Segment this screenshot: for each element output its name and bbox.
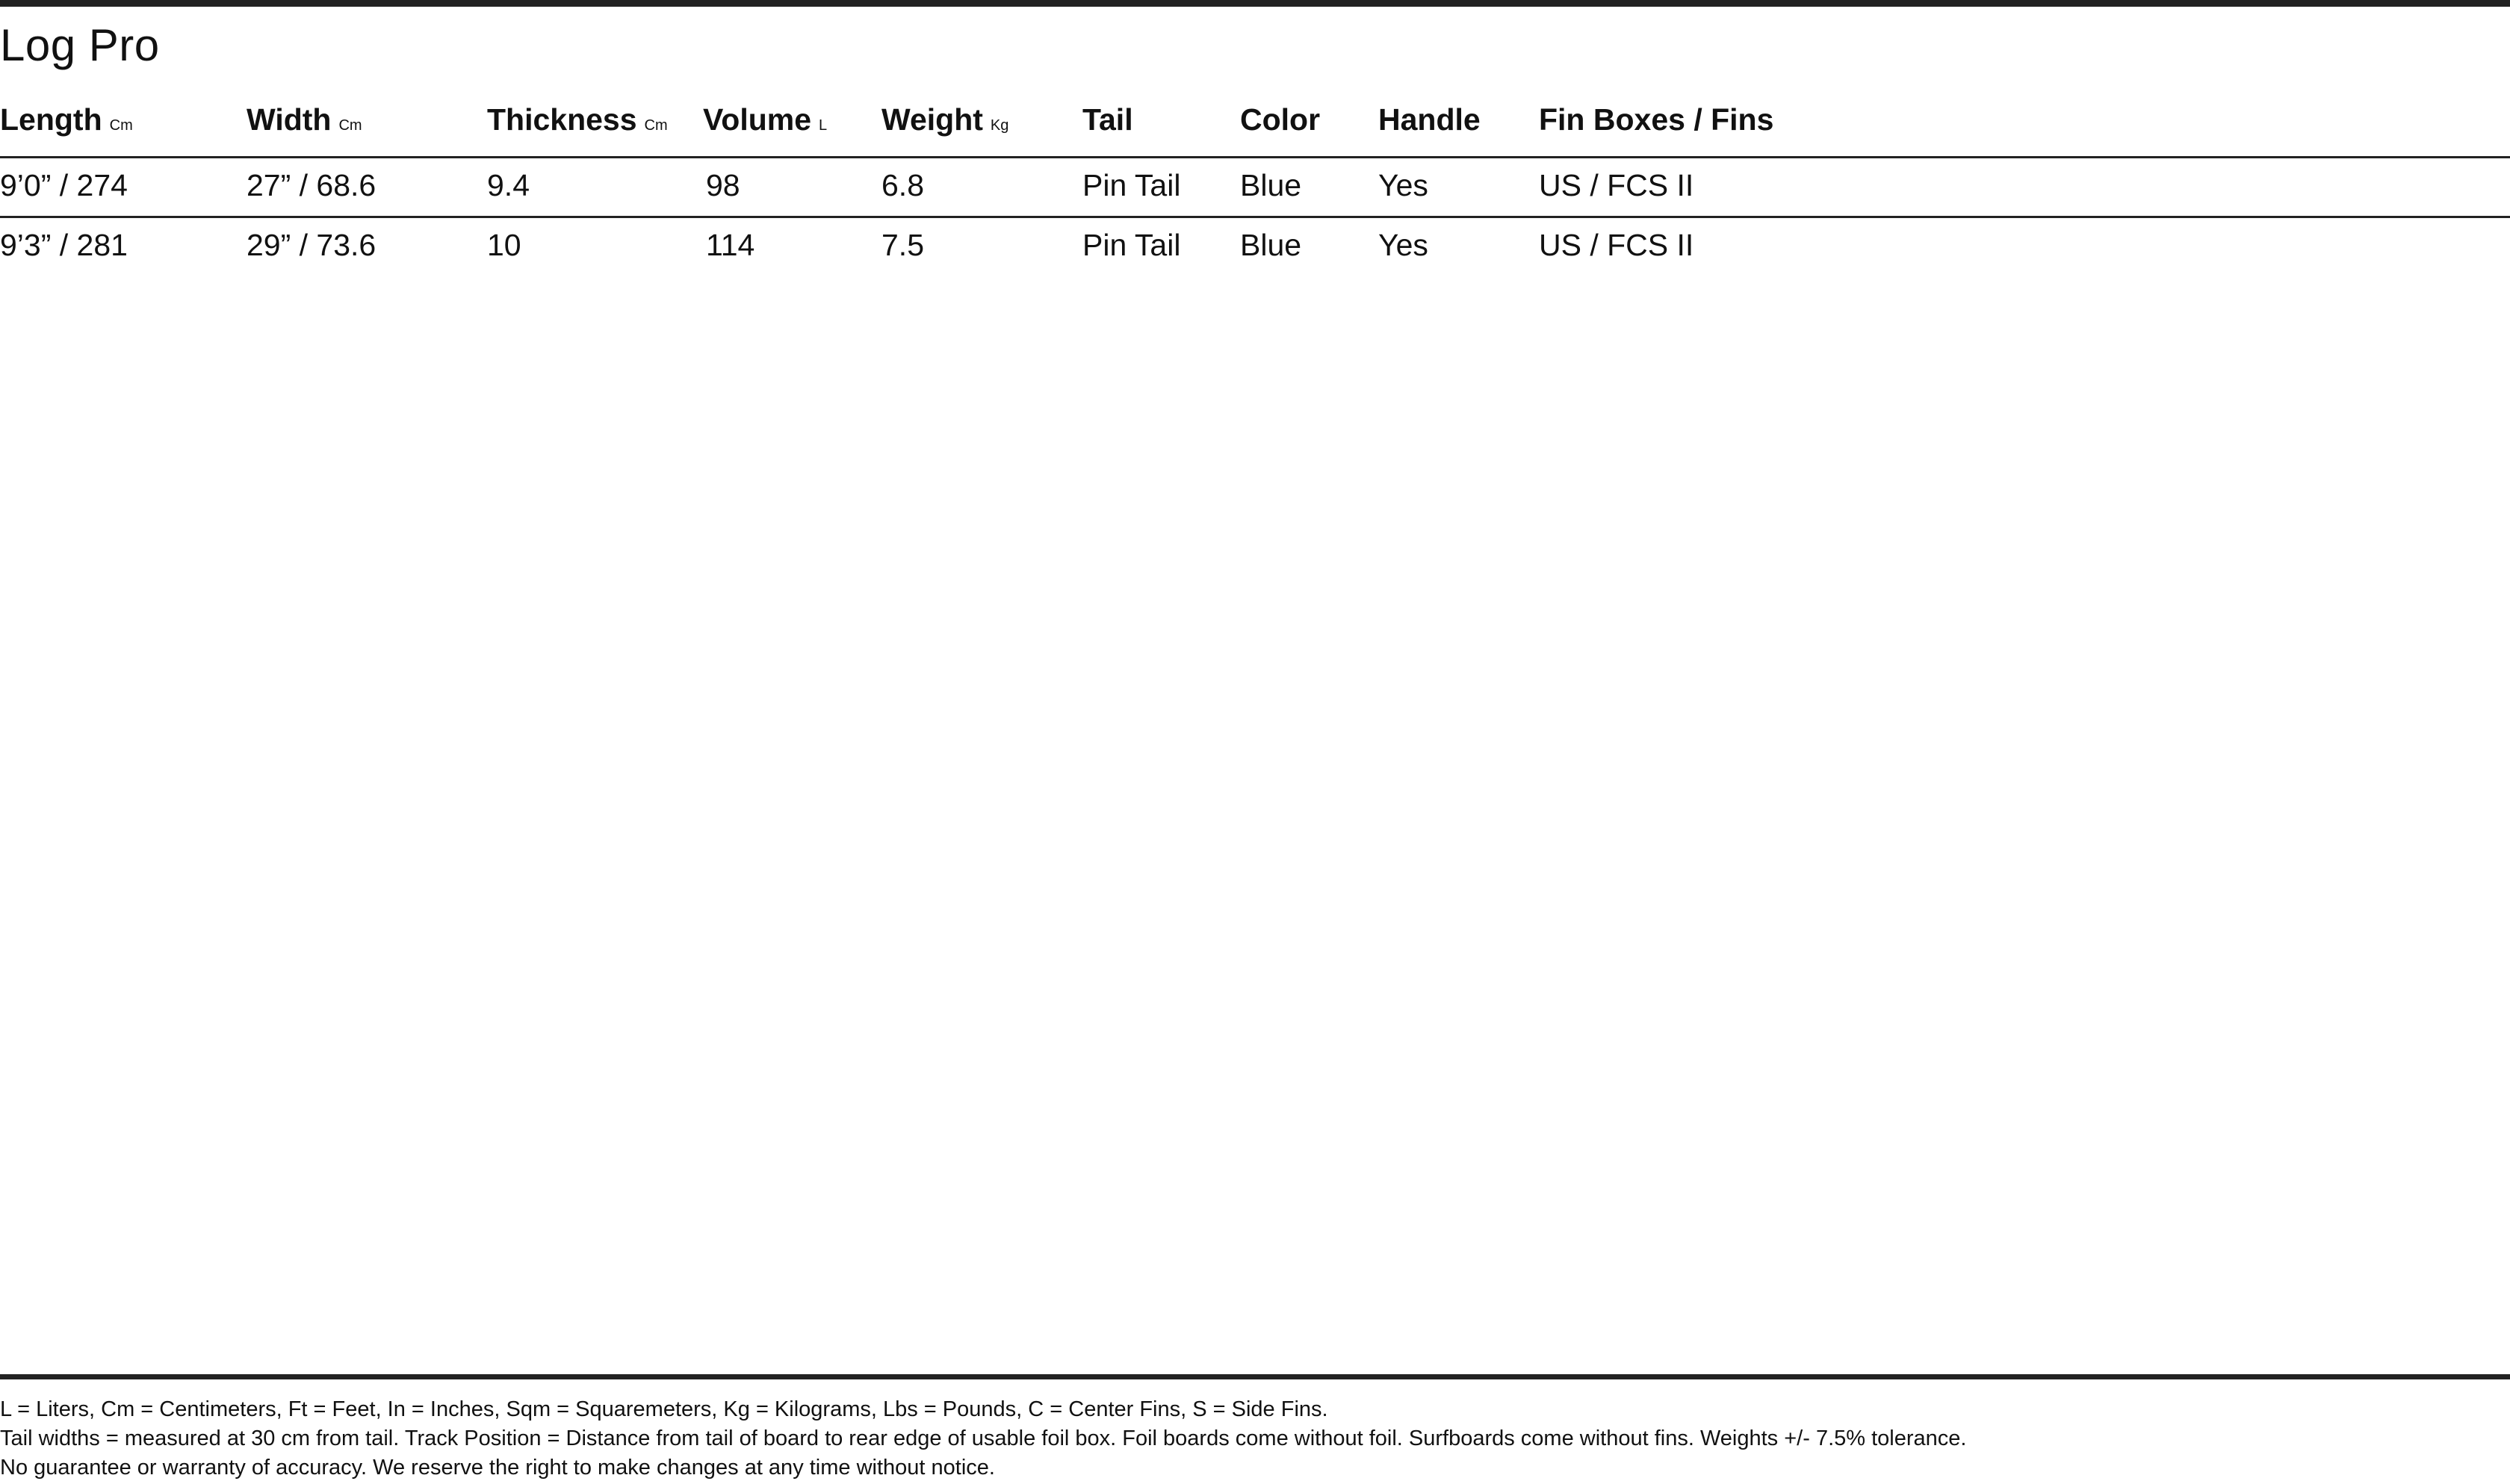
footnote-measurements: Tail widths = measured at 30 cm from tail. Track Position = Distance from tail of board to rear edge of usable foil box. Foil boards come without foil. Surfboards come without fins. Weights +/- 7.5% tolerance. [0, 1426, 1967, 1450]
column-label: Thickness [487, 102, 637, 137]
cell-color: Blue [1240, 228, 1302, 262]
cell-volume: 98 [706, 168, 740, 202]
column-header-length [0, 99, 133, 146]
column-header-color [1240, 99, 1320, 140]
cell-width: 29” / 73.6 [247, 228, 376, 262]
cell-tail: Pin Tail [1082, 168, 1181, 202]
top-rule [0, 0, 2510, 7]
cell-weight: 7.5 [881, 228, 924, 262]
column-header-volume [703, 99, 827, 146]
footnote-abbreviations: L = Liters, Cm = Centimeters, Ft = Feet, In = Inches, Sqm = Squaremeters, Kg = Kilograms, Lbs = Pounds, C = Center Fins, S = Side Fins. [0, 1397, 1328, 1421]
cell-fin-boxes: US / FCS II [1539, 228, 1694, 262]
cell-color: Blue [1240, 168, 1302, 202]
footnote-disclaimer: No guarantee or warranty of accuracy. We reserve the right to make changes at any time without notice. [0, 1456, 995, 1480]
column-label: Color [1240, 102, 1321, 137]
column-label: Tail [1082, 102, 1133, 137]
column-header-weight [881, 99, 1008, 146]
column-label: Weight [881, 102, 983, 137]
column-unit: Cm [109, 117, 133, 134]
footer-divider [0, 1374, 2510, 1379]
column-header-tail [1082, 99, 1133, 140]
cell-thickness: 10 [487, 228, 521, 262]
cell-length: 9’3” / 281 [0, 228, 128, 262]
column-header-width [247, 99, 362, 146]
cell-width: 27” / 68.6 [247, 168, 376, 202]
column-header-fin-boxes [1539, 99, 1773, 140]
column-unit: Cm [338, 117, 362, 134]
column-header-handle [1378, 99, 1481, 140]
page-title: Log Pro [0, 20, 160, 70]
cell-handle: Yes [1378, 228, 1428, 262]
cell-fin-boxes: US / FCS II [1539, 168, 1694, 202]
column-unit: Kg [990, 117, 1009, 134]
column-label: Width [247, 102, 332, 137]
column-label: Handle [1378, 102, 1481, 137]
cell-tail: Pin Tail [1082, 228, 1181, 262]
header-divider [0, 156, 2510, 158]
cell-weight: 6.8 [881, 168, 924, 202]
cell-thickness: 9.4 [487, 168, 530, 202]
row-divider [0, 216, 2510, 218]
column-unit: Cm [644, 117, 668, 134]
column-label: Fin Boxes / Fins [1539, 102, 1774, 137]
column-header-thickness [487, 99, 668, 146]
column-label: Length [0, 102, 102, 137]
cell-volume: 114 [706, 228, 755, 262]
cell-length: 9’0” / 274 [0, 168, 128, 202]
column-label: Volume [703, 102, 812, 137]
cell-handle: Yes [1378, 168, 1428, 202]
column-unit: L [819, 117, 828, 134]
